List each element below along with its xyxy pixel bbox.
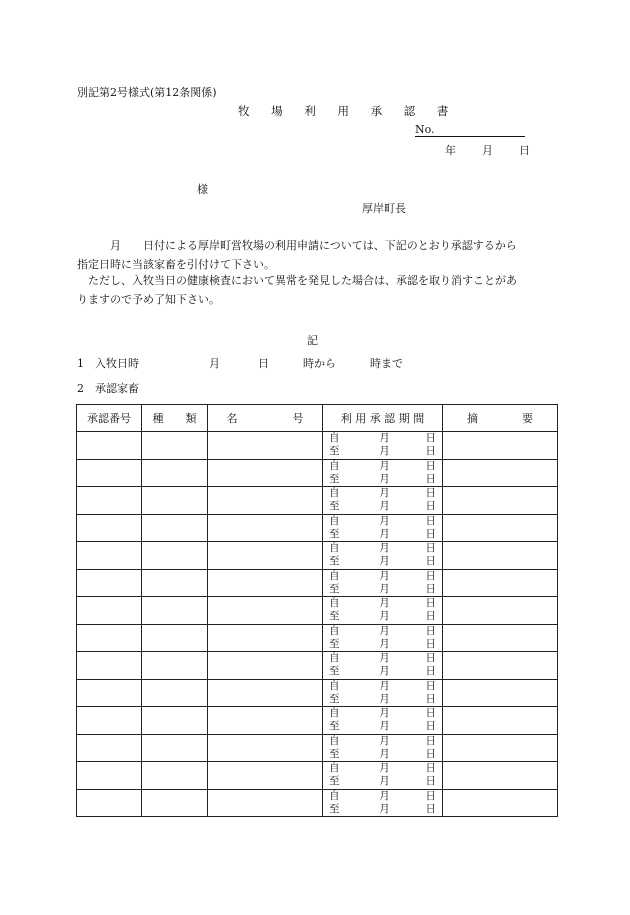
type-cell[interactable]: [142, 432, 208, 460]
period-day-label: 日: [425, 514, 436, 527]
period-start-label: 至: [329, 582, 340, 595]
period-month-label: 月: [379, 582, 390, 595]
period-start-label: 至: [329, 637, 340, 650]
entry-from-label: 時から: [303, 357, 336, 370]
period-month-label: 月: [379, 665, 390, 678]
period-start-label: 自: [329, 514, 340, 527]
remarks-cell[interactable]: [443, 707, 558, 735]
document-number-field[interactable]: No.: [415, 124, 525, 137]
name-cell[interactable]: [208, 707, 323, 735]
remarks-cell[interactable]: [443, 432, 558, 460]
period-cell[interactable]: [323, 734, 443, 762]
period-start-label: 至: [329, 802, 340, 815]
period-to-line: [323, 720, 442, 733]
approval-number-cell[interactable]: [77, 789, 142, 817]
remarks-cell[interactable]: [443, 652, 558, 680]
period-month-label: 月: [379, 500, 390, 513]
period-start-label: 至: [329, 610, 340, 623]
approval-number-cell[interactable]: [77, 432, 142, 460]
type-cell[interactable]: [142, 734, 208, 762]
form-reference: 別記第2号様式(第12条関係): [77, 86, 217, 99]
remarks-cell[interactable]: [443, 734, 558, 762]
approved-livestock-item: 2 承認家畜: [77, 382, 139, 395]
document-title: 牧 場 利 用 承 認 書: [238, 104, 458, 118]
period-from-line: [323, 735, 442, 748]
table-header-row: [77, 405, 558, 432]
period-start-label: 自: [329, 707, 340, 720]
period-start-label: 自: [329, 624, 340, 637]
period-month-label: 月: [379, 679, 390, 692]
period-start-label: 自: [329, 597, 340, 610]
period-to-line: [323, 445, 442, 458]
date-day-label: 日: [519, 144, 530, 157]
table-row: [77, 487, 558, 515]
period-start-label: 自: [329, 542, 340, 555]
entry-until-label: 時まで: [370, 357, 403, 370]
name-cell[interactable]: [208, 624, 323, 652]
period-to-line: [323, 803, 442, 816]
remarks-cell[interactable]: [443, 542, 558, 570]
type-cell[interactable]: [142, 542, 208, 570]
period-start-label: 自: [329, 569, 340, 582]
name-cell[interactable]: [208, 762, 323, 790]
period-day-label: 日: [425, 569, 436, 582]
period-day-label: 日: [425, 445, 436, 458]
period-day-label: 日: [425, 652, 436, 665]
table-row: [77, 432, 558, 460]
approval-number-cell[interactable]: [77, 707, 142, 735]
period-day-label: 日: [425, 692, 436, 705]
period-day-label: 日: [425, 734, 436, 747]
approval-number-cell[interactable]: [77, 734, 142, 762]
remarks-cell[interactable]: [443, 514, 558, 542]
remarks-cell[interactable]: [443, 569, 558, 597]
period-start-label: 至: [329, 665, 340, 678]
type-cell[interactable]: [142, 597, 208, 625]
period-month-label: 月: [379, 775, 390, 788]
remarks-cell[interactable]: [443, 789, 558, 817]
entry-datetime-label: 1 入牧日時: [77, 357, 139, 370]
paragraph-line: ただし、入牧当日の健康検査において異常を発見した場合は、承認を取り消すことがあ: [77, 274, 517, 287]
period-month-label: 月: [379, 487, 390, 500]
table-row: [77, 624, 558, 652]
date-month-label: 月: [482, 144, 493, 157]
period-cell[interactable]: [323, 652, 443, 680]
period-month-label: 月: [379, 542, 390, 555]
period-from-line: [323, 597, 442, 610]
table-row: [77, 789, 558, 817]
period-day-label: 日: [425, 789, 436, 802]
name-cell[interactable]: [208, 789, 323, 817]
period-from-line: [323, 487, 442, 500]
approval-number-cell[interactable]: [77, 569, 142, 597]
period-start-label: 至: [329, 775, 340, 788]
period-start-label: 至: [329, 472, 340, 485]
name-cell[interactable]: [208, 432, 323, 460]
period-month-label: 月: [379, 692, 390, 705]
type-cell[interactable]: [142, 789, 208, 817]
period-day-label: 日: [425, 775, 436, 788]
period-day-label: 日: [425, 597, 436, 610]
period-to-line: [323, 555, 442, 568]
period-month-label: 月: [379, 514, 390, 527]
period-day-label: 日: [425, 762, 436, 775]
period-to-line: [323, 693, 442, 706]
period-from-line: [323, 652, 442, 665]
period-month-label: 月: [379, 555, 390, 568]
table-row: [77, 514, 558, 542]
period-from-line: [323, 790, 442, 803]
ki-heading: 記: [307, 334, 318, 347]
period-start-label: 自: [329, 459, 340, 472]
table-row: [77, 597, 558, 625]
period-cell[interactable]: [323, 762, 443, 790]
period-cell[interactable]: [323, 789, 443, 817]
period-month-label: 月: [379, 445, 390, 458]
period-cell[interactable]: [323, 569, 443, 597]
period-month-label: 月: [379, 624, 390, 637]
approval-number-cell[interactable]: [77, 514, 142, 542]
name-cell[interactable]: [208, 734, 323, 762]
period-from-line: [323, 707, 442, 720]
entry-datetime-item: [77, 355, 403, 371]
period-day-label: 日: [425, 720, 436, 733]
approval-number-cell[interactable]: [77, 652, 142, 680]
period-start-label: 自: [329, 789, 340, 802]
period-from-line: [323, 515, 442, 528]
table-row: [77, 459, 558, 487]
period-start-label: 至: [329, 500, 340, 513]
name-cell[interactable]: [208, 459, 323, 487]
period-cell[interactable]: [323, 432, 443, 460]
period-to-line: [323, 583, 442, 596]
period-to-line: [323, 748, 442, 761]
name-cell[interactable]: [208, 514, 323, 542]
approval-number-cell[interactable]: [77, 597, 142, 625]
period-month-label: 月: [379, 802, 390, 815]
period-month-label: 月: [379, 610, 390, 623]
remarks-cell[interactable]: [443, 487, 558, 515]
proviso-paragraph: [77, 271, 555, 309]
period-cell[interactable]: [323, 514, 443, 542]
period-month-label: 月: [379, 527, 390, 540]
paragraph-line: りますので予め了知下さい。: [77, 293, 220, 306]
period-day-label: 日: [425, 527, 436, 540]
period-start-label: 至: [329, 692, 340, 705]
period-day-label: 日: [425, 747, 436, 760]
type-cell[interactable]: [142, 487, 208, 515]
period-start-label: 自: [329, 652, 340, 665]
period-month-label: 月: [379, 472, 390, 485]
type-cell[interactable]: [142, 652, 208, 680]
period-start-label: 至: [329, 445, 340, 458]
approval-number-cell[interactable]: [77, 679, 142, 707]
period-day-label: 日: [425, 624, 436, 637]
period-cell[interactable]: [323, 679, 443, 707]
period-start-label: 自: [329, 762, 340, 775]
name-cell[interactable]: [208, 542, 323, 570]
period-day-label: 日: [425, 459, 436, 472]
period-cell[interactable]: [323, 597, 443, 625]
approval-number-cell[interactable]: [77, 487, 142, 515]
type-cell[interactable]: [142, 459, 208, 487]
period-day-label: 日: [425, 610, 436, 623]
period-from-line: [323, 542, 442, 555]
issuer-name: 厚岸町長: [362, 202, 406, 215]
approved-livestock-table: [76, 404, 558, 817]
period-to-line: [323, 665, 442, 678]
period-month-label: 月: [379, 569, 390, 582]
approval-number-cell[interactable]: [77, 542, 142, 570]
approval-number-cell[interactable]: [77, 762, 142, 790]
table-row: [77, 679, 558, 707]
period-from-line: [323, 625, 442, 638]
paragraph-line: 月 日付による厚岸町営牧場の利用申請については、下記のとおり承認するから: [77, 239, 517, 252]
period-cell[interactable]: [323, 459, 443, 487]
approval-number-cell[interactable]: [77, 624, 142, 652]
table-row: [77, 652, 558, 680]
entry-month-label: 月: [209, 357, 220, 370]
period-cell[interactable]: [323, 707, 443, 735]
remarks-cell[interactable]: [443, 762, 558, 790]
period-month-label: 月: [379, 789, 390, 802]
paragraph-line: 指定日時に当該家畜を引付けて下さい。: [77, 258, 275, 271]
period-month-label: 月: [379, 652, 390, 665]
header-remarks: 摘 要: [443, 405, 558, 432]
period-month-label: 月: [379, 720, 390, 733]
period-to-line: [323, 500, 442, 513]
header-type: 種 類: [142, 405, 208, 432]
period-start-label: 至: [329, 720, 340, 733]
period-day-label: 日: [425, 707, 436, 720]
name-cell[interactable]: [208, 569, 323, 597]
period-cell[interactable]: [323, 542, 443, 570]
date-year-label: 年: [445, 144, 456, 157]
period-to-line: [323, 610, 442, 623]
period-to-line: [323, 775, 442, 788]
period-day-label: 日: [425, 637, 436, 650]
period-month-label: 月: [379, 432, 390, 445]
period-start-label: 至: [329, 527, 340, 540]
period-cell[interactable]: [323, 624, 443, 652]
period-start-label: 自: [329, 487, 340, 500]
period-day-label: 日: [425, 582, 436, 595]
period-from-line: [323, 570, 442, 583]
period-to-line: [323, 528, 442, 541]
period-cell[interactable]: [323, 487, 443, 515]
type-cell[interactable]: [142, 624, 208, 652]
addressee-suffix: 様: [197, 183, 208, 196]
remarks-cell[interactable]: [443, 459, 558, 487]
type-cell[interactable]: [142, 707, 208, 735]
remarks-cell[interactable]: [443, 679, 558, 707]
table-row: [77, 762, 558, 790]
period-from-line: [323, 680, 442, 693]
period-month-label: 月: [379, 459, 390, 472]
header-approval-period: 利 用 承 認 期 間: [323, 405, 443, 432]
period-start-label: 至: [329, 747, 340, 760]
table-row: [77, 542, 558, 570]
period-from-line: [323, 762, 442, 775]
name-cell[interactable]: [208, 597, 323, 625]
name-cell[interactable]: [208, 679, 323, 707]
period-day-label: 日: [425, 802, 436, 815]
period-to-line: [323, 473, 442, 486]
header-approval-number: 承認番号: [77, 405, 142, 432]
period-month-label: 月: [379, 734, 390, 747]
type-cell[interactable]: [142, 514, 208, 542]
period-month-label: 月: [379, 747, 390, 760]
period-start-label: 自: [329, 679, 340, 692]
table-body: [77, 432, 558, 817]
period-to-line: [323, 638, 442, 651]
type-cell[interactable]: [142, 679, 208, 707]
remarks-cell[interactable]: [443, 597, 558, 625]
name-cell[interactable]: [208, 652, 323, 680]
approval-paragraph: [77, 236, 555, 274]
period-from-line: [323, 460, 442, 473]
period-day-label: 日: [425, 542, 436, 555]
header-name: 名 号: [208, 405, 323, 432]
period-day-label: 日: [425, 500, 436, 513]
period-month-label: 月: [379, 637, 390, 650]
period-day-label: 日: [425, 487, 436, 500]
name-cell[interactable]: [208, 487, 323, 515]
entry-day-label: 日: [258, 357, 269, 370]
period-start-label: 自: [329, 432, 340, 445]
table-row: [77, 707, 558, 735]
period-start-label: 至: [329, 555, 340, 568]
period-month-label: 月: [379, 597, 390, 610]
period-start-label: 自: [329, 734, 340, 747]
table-row: [77, 734, 558, 762]
table-row: [77, 569, 558, 597]
period-day-label: 日: [425, 472, 436, 485]
period-day-label: 日: [425, 679, 436, 692]
type-cell[interactable]: [142, 569, 208, 597]
period-day-label: 日: [425, 555, 436, 568]
period-month-label: 月: [379, 762, 390, 775]
remarks-cell[interactable]: [443, 624, 558, 652]
approval-number-cell[interactable]: [77, 459, 142, 487]
period-month-label: 月: [379, 707, 390, 720]
period-day-label: 日: [425, 432, 436, 445]
issue-date: [445, 142, 530, 158]
period-from-line: [323, 432, 442, 445]
type-cell[interactable]: [142, 762, 208, 790]
period-day-label: 日: [425, 665, 436, 678]
